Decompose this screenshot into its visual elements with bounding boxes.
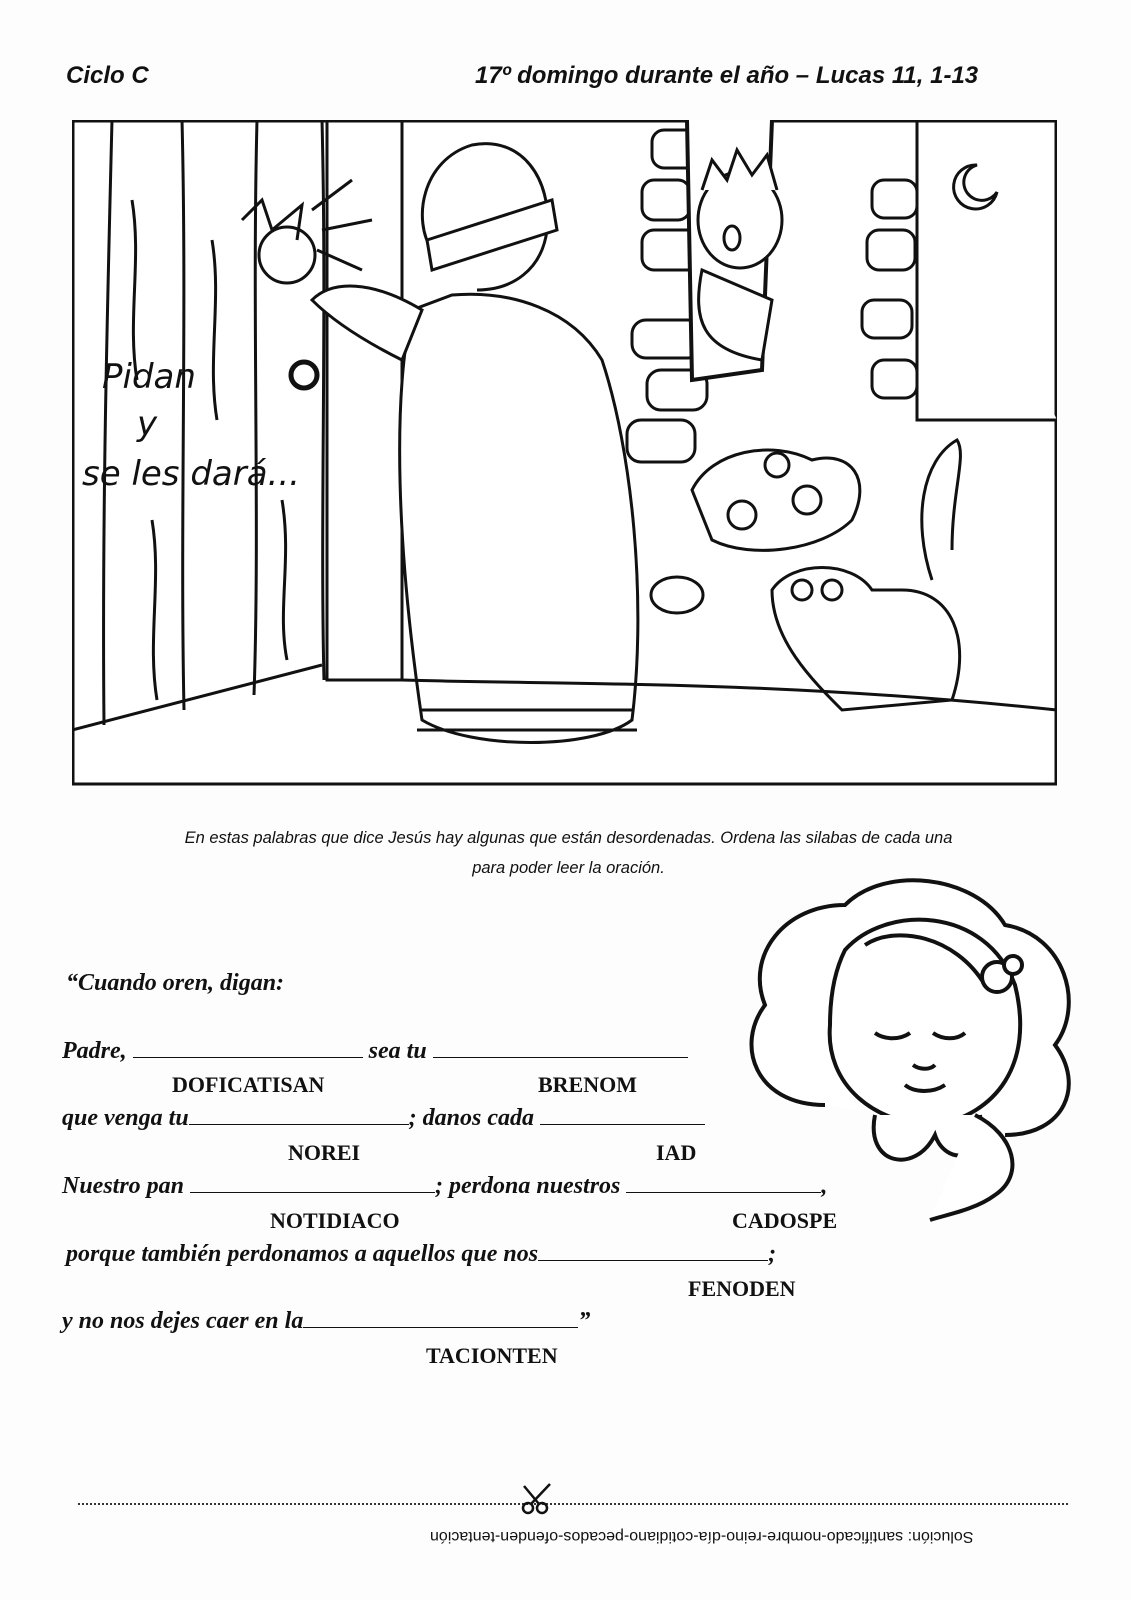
solution-text: Solución: santificado-nombre-reino-día-cotidiano-pecados-ofenden-tentación: [430, 1528, 974, 1545]
instructions-line-1: En estas palabras que dice Jesús hay algunas que están desordenadas. Ordena las silabas de cada una: [184, 829, 953, 847]
scrambled-word-5: NOTIDIACO: [270, 1208, 400, 1233]
scissors-icon: [520, 1480, 556, 1516]
prayer-text: ; danos cada: [408, 1105, 535, 1131]
scrambled-word-3: NOREI: [288, 1140, 361, 1165]
caption-line-1: Pidan: [102, 357, 196, 397]
page-title: 17º domingo durante el año – Lucas 11, 1-13: [475, 62, 979, 89]
answer-blank-7[interactable]: [538, 1240, 768, 1261]
prayer-text: sea tu: [368, 1038, 427, 1064]
illustration-scene: [72, 120, 1057, 800]
door-knocker: [291, 362, 317, 388]
answer-blank-1[interactable]: [133, 1037, 363, 1058]
scrambled-word-8: TACIONTEN: [426, 1343, 558, 1368]
answer-blank-4[interactable]: [540, 1104, 705, 1125]
prayer-text: que venga tu: [62, 1105, 189, 1131]
rock: [651, 577, 703, 613]
answer-blank-2[interactable]: [433, 1037, 688, 1058]
instructions-line-2: para poder leer la oración.: [472, 859, 665, 877]
scrambled-word-2: BRENOM: [538, 1072, 637, 1097]
scrambled-word-6: CADOSPE: [732, 1208, 838, 1233]
prayer-text: ,: [821, 1173, 828, 1199]
prayer-line-5: [62, 1307, 590, 1335]
answer-blank-3[interactable]: [189, 1104, 409, 1125]
prayer-text: ; perdona nuestros: [435, 1173, 621, 1199]
answer-blank-8[interactable]: [303, 1307, 578, 1328]
prayer-intro: “Cuando oren, digan:: [66, 970, 285, 996]
prayer-text: y no nos dejes caer en la: [62, 1308, 304, 1334]
prayer-text: Padre,: [62, 1038, 127, 1064]
prayer-line-2: [62, 1104, 705, 1132]
scrambled-word-7: FENODEN: [688, 1276, 796, 1301]
prayer-text: porque también perdonamos a aquellos que nos: [66, 1241, 539, 1267]
answer-blank-6[interactable]: [626, 1172, 821, 1193]
prayer-line-4: [66, 1240, 776, 1268]
answer-blank-5[interactable]: [190, 1172, 435, 1193]
cycle-label: Ciclo C: [66, 62, 149, 89]
caption-line-3: se les dará...: [82, 454, 300, 494]
prayer-line-1: [62, 1037, 688, 1065]
prayer-line-3: [62, 1172, 827, 1200]
caption-line-2: y: [137, 404, 158, 444]
scrambled-word-4: IAD: [656, 1140, 697, 1165]
scrambled-word-1: DOFICATISAN: [172, 1072, 325, 1097]
prayer-text: Nuestro pan: [62, 1173, 185, 1199]
cut-line: [78, 1503, 1068, 1505]
prayer-text: ”: [578, 1308, 591, 1334]
prayer-text: ;: [768, 1241, 777, 1267]
